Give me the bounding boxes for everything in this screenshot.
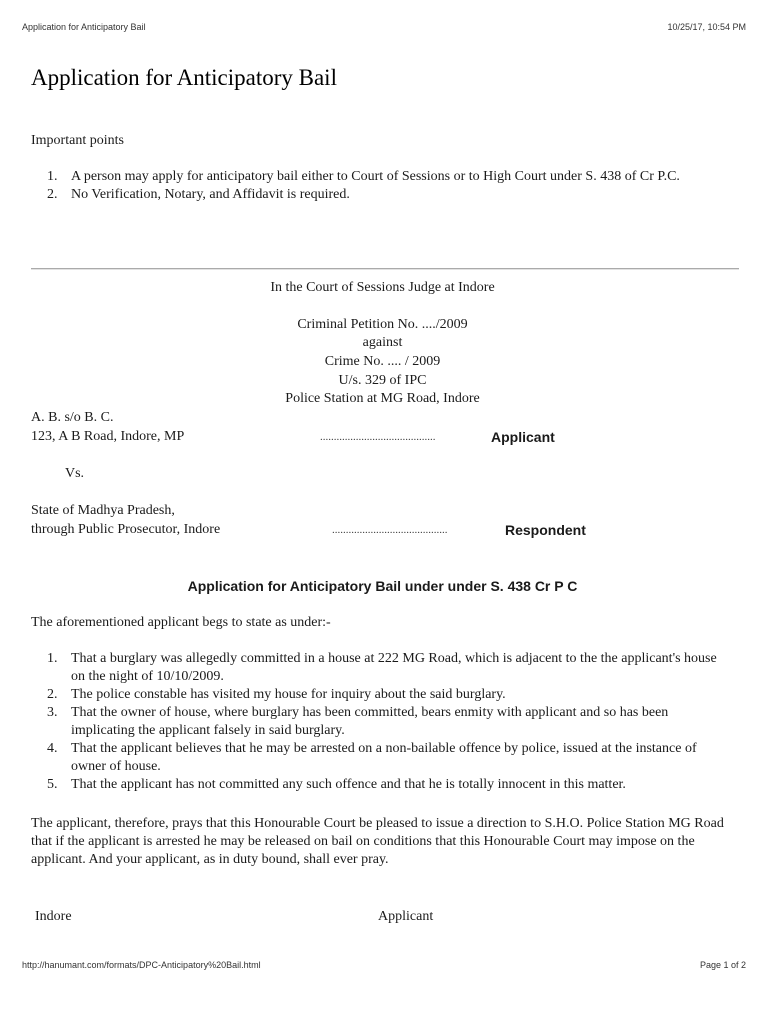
list-number: 5. — [47, 777, 58, 792]
police-station: Police Station at MG Road, Indore — [285, 391, 480, 406]
print-header-title: Application for Anticipatory Bail — [22, 22, 146, 32]
list-number: 1. — [47, 169, 58, 184]
signature-applicant: Applicant — [378, 909, 434, 924]
list-item — [31, 186, 731, 204]
list-number: 2. — [47, 187, 58, 202]
list-text: The police constable has visited my house for inquiry about the said burglary. — [71, 687, 506, 702]
respondent-dots: .......................................... — [332, 524, 448, 536]
versus-label: Vs. — [65, 466, 85, 481]
list-item — [31, 776, 731, 794]
respondent-name: State of Madhya Pradesh, — [31, 503, 175, 518]
print-footer-page-number: Page 1 of 2 — [699, 960, 746, 970]
application-intro: The aforementioned applicant begs to state as under:- — [31, 615, 331, 630]
against-label: against — [362, 335, 403, 350]
horizontal-divider — [31, 268, 739, 270]
important-points-heading: Important points — [31, 133, 124, 148]
respondent-through: through Public Prosecutor, Indore — [31, 522, 221, 537]
list-text: A person may apply for anticipatory bail either to Court of Sessions or to High Court under S. 438 of Cr P.C. — [71, 169, 680, 184]
respondent-label: Respondent — [505, 522, 586, 538]
applicant-label: Applicant — [491, 429, 555, 445]
list-item — [31, 686, 731, 704]
court-name: In the Court of Sessions Judge at Indore — [270, 280, 495, 295]
print-footer-url[interactable]: http://hanumant.com/formats/DPC-Anticipatory%20Bail.html — [22, 960, 261, 970]
prayer-paragraph: The applicant, therefore, prays that this Honourable Court be pleased to issue a direction to S.H.O. Police Station MG Road that if the applicant is arrested he may be released on bail on conditions that this Honourable Court may impose on the applicant. And your applicant, as in duty bound, shall ever pray. — [31, 816, 724, 867]
list-item — [31, 704, 731, 740]
applicant-dots: .......................................... — [320, 431, 436, 443]
list-text: That the owner of house, where burglary has been committed, bears enmity with applicant and so has been implicating the applicant falsely in said burglary. — [71, 705, 669, 738]
application-points-list — [31, 650, 731, 794]
application-heading: Application for Anticipatory Bail under under S. 438 Cr P C — [187, 578, 578, 594]
list-item — [31, 650, 731, 686]
important-points-list — [31, 168, 731, 204]
list-text: No Verification, Notary, and Affidavit is required. — [71, 187, 350, 202]
ipc-section: U/s. 329 of IPC — [338, 373, 427, 388]
print-header-datetime: 10/25/17, 10:54 PM — [667, 22, 746, 32]
applicant-name: A. B. s/o B. C. — [31, 410, 114, 425]
crime-number: Crime No. .... / 2009 — [324, 354, 441, 369]
list-text: That the applicant has not committed any such offence and that he is totally innocent in this matter. — [71, 777, 626, 792]
list-number: 3. — [47, 705, 58, 720]
list-item — [31, 740, 731, 776]
petition-number: Criminal Petition No. ..../2009 — [297, 317, 468, 332]
list-number: 2. — [47, 687, 58, 702]
applicant-address: 123, A B Road, Indore, MP — [31, 429, 185, 444]
signature-place: Indore — [35, 909, 72, 924]
list-number: 4. — [47, 741, 58, 756]
list-text: That a burglary was allegedly committed in a house at 222 MG Road, which is adjacent to the the applicant's house on the night of 10/10/2009. — [71, 651, 717, 684]
list-item — [31, 168, 731, 186]
page-title: Application for Anticipatory Bail — [31, 65, 337, 90]
list-text: That the applicant believes that he may be arrested on a non-bailable offence by police, issued at the instance of owner of house. — [71, 741, 697, 774]
list-number: 1. — [47, 651, 58, 666]
